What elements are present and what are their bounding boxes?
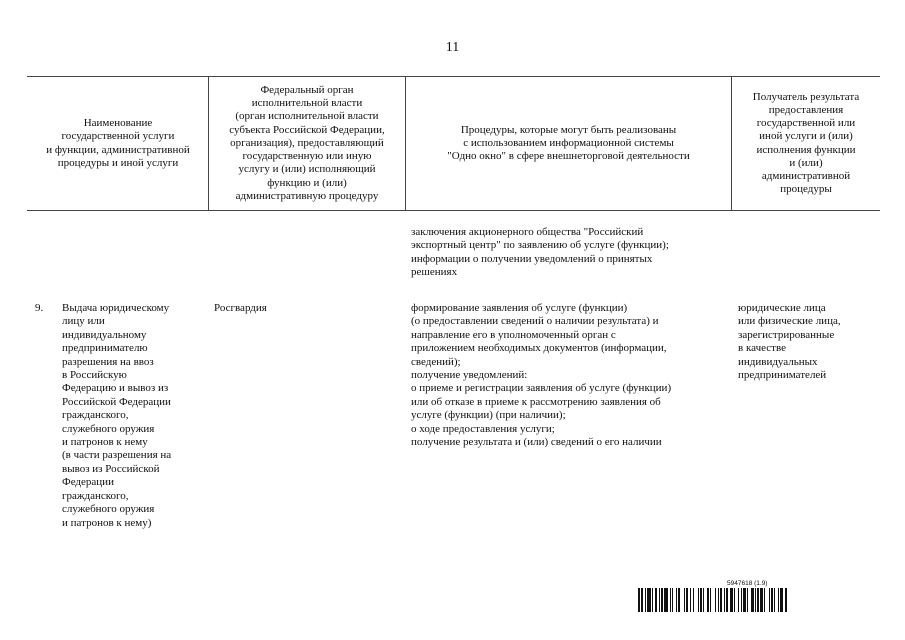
header-line: процедуры и иной услуги bbox=[57, 156, 179, 169]
header-bottom-rule bbox=[27, 210, 880, 211]
header-line: функцию и (или) bbox=[267, 176, 347, 189]
header-line: Федеральный орган bbox=[260, 84, 354, 97]
procedure-line: услуге (функции) (при наличии); bbox=[411, 409, 566, 422]
continuation-line: информации о получении уведомлений о принятых bbox=[411, 252, 653, 265]
procedure-line: направление его в уполномоченный орган с bbox=[411, 328, 616, 341]
header-line: Получатель результата bbox=[752, 90, 860, 103]
header-line: процедуры bbox=[780, 183, 832, 196]
service-name-line: предпринимателю bbox=[62, 342, 148, 355]
header-line: Процедуры, которые могут быть реализованы bbox=[460, 123, 677, 136]
header-line: административную процедуру bbox=[235, 189, 379, 202]
header-line: организация), предоставляющий bbox=[230, 136, 384, 149]
service-name-line: разрешения на ввоз bbox=[62, 355, 154, 368]
header-line: и функции, административной bbox=[46, 143, 190, 156]
recipient-line: предпринимателей bbox=[738, 369, 827, 382]
procedure-line: получение уведомлений: bbox=[411, 369, 528, 382]
recipient-line: в качестве bbox=[738, 342, 786, 355]
procedure-list bbox=[411, 302, 671, 449]
barcode bbox=[638, 588, 858, 612]
header-line: "Одно окно" в сфере внешнеторговой деятельности bbox=[447, 150, 690, 163]
header-service-name bbox=[28, 77, 208, 210]
barcode-number: 5947618 (1.9) bbox=[727, 580, 768, 587]
recipient-list bbox=[738, 302, 841, 382]
service-name-line: в Российскую bbox=[62, 369, 127, 382]
service-name-line: и патронов к нему bbox=[62, 436, 148, 449]
header-recipient bbox=[732, 77, 880, 210]
procedure-line: приложением необходимых документов (информации, bbox=[411, 342, 667, 355]
service-name-line: Федерацию и вывоз из bbox=[62, 382, 169, 395]
recipient-line: юридические лица bbox=[738, 302, 826, 314]
procedure-line: (о предоставлении сведений о наличии результата) и bbox=[411, 315, 659, 328]
header-authority bbox=[209, 77, 405, 210]
service-name-line: лицу или bbox=[62, 315, 105, 328]
service-name-line: гражданского, bbox=[62, 409, 129, 422]
service-name bbox=[62, 302, 171, 530]
service-name-line: индивидуальному bbox=[62, 328, 147, 341]
header-line: субъекта Российской Федерации, bbox=[229, 123, 385, 136]
header-line: административной bbox=[761, 169, 851, 182]
service-name-line: (в части разрешения на bbox=[62, 449, 172, 462]
header-line: государственной услуги bbox=[61, 130, 175, 143]
recipient-line: или физические лица, bbox=[738, 315, 841, 328]
row-number: 9. bbox=[35, 302, 44, 314]
recipient-line: зарегистрированные bbox=[738, 328, 835, 341]
procedure-line: сведений); bbox=[411, 355, 461, 368]
header-line: исполнения функции bbox=[756, 143, 856, 156]
header-line: услугу и (или) исполняющий bbox=[238, 163, 376, 176]
procedure-line: о приеме и регистрации заявления об услуге (функции) bbox=[411, 382, 672, 395]
header-line: Наименование bbox=[83, 117, 153, 130]
service-name-line: служебного оружия bbox=[62, 422, 155, 435]
header-line: иной услуги и (или) bbox=[759, 130, 853, 143]
authority-name: Росгвардия bbox=[214, 302, 267, 314]
service-name-line: Федерации bbox=[62, 476, 114, 489]
service-name-line: служебного оружия bbox=[62, 503, 155, 516]
continuation-line: экспортный центр" по заявлению об услуге (функции); bbox=[411, 239, 669, 252]
continuation-text bbox=[411, 226, 669, 280]
procedure-line: о ходе предоставления услуги; bbox=[411, 422, 555, 435]
continuation-line: решениях bbox=[411, 266, 458, 279]
header-line: государственную или иную bbox=[242, 150, 372, 163]
header-line: с использованием информационной системы bbox=[463, 136, 674, 149]
service-name-line: и патронов к нему) bbox=[62, 516, 152, 529]
recipient-line: индивидуальных bbox=[738, 355, 818, 368]
header-line: государственной или bbox=[756, 117, 856, 130]
header-line: предоставления bbox=[768, 103, 844, 116]
header-line: и (или) bbox=[789, 156, 823, 169]
procedure-line: формирование заявления об услуге (функции) bbox=[411, 302, 628, 314]
header-line: исполнительной власти bbox=[251, 97, 363, 110]
service-name-line: Российской Федерации bbox=[62, 395, 171, 408]
header-line: (орган исполнительной власти bbox=[235, 110, 379, 123]
service-name-line: Выдача юридическому bbox=[62, 302, 170, 314]
header-procedures bbox=[406, 77, 731, 210]
page-number: 11 bbox=[445, 40, 460, 55]
procedure-line: или об отказе в приеме к рассмотрению заявления об bbox=[411, 395, 661, 408]
service-name-line: гражданского, bbox=[62, 489, 129, 502]
procedure-line: получение результата и (или) сведений о его наличии bbox=[411, 436, 662, 449]
continuation-line: заключения акционерного общества "Российский bbox=[411, 226, 644, 238]
service-name-line: вывоз из Российской bbox=[62, 462, 160, 475]
